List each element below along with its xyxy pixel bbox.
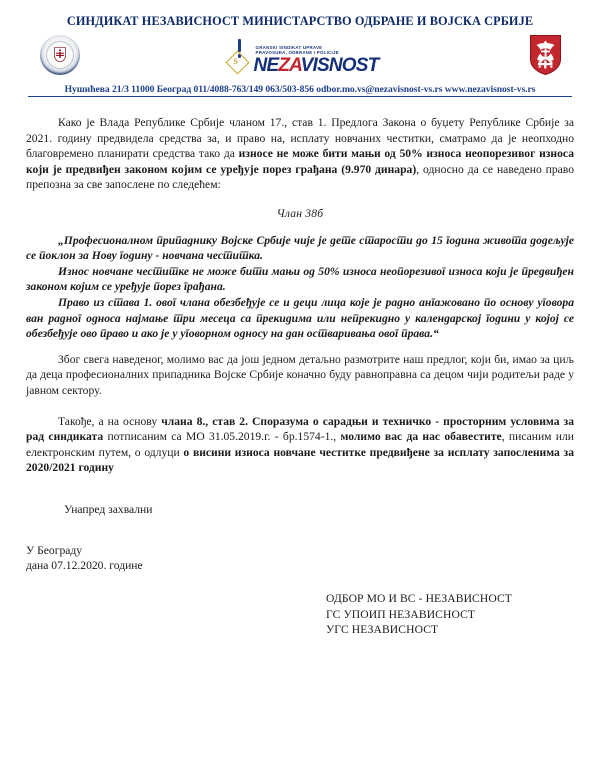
p3-bold-2: молимо вас да нас обавестите: [340, 430, 502, 444]
coat-of-arms-shield: [529, 34, 562, 76]
crest-shield-icon: [54, 47, 67, 63]
date-line: дана 07.12.2020. године: [26, 559, 143, 573]
spacer: [26, 517, 574, 543]
logo-word-ne: NE: [253, 55, 279, 76]
document-body: [26, 97, 574, 638]
logo-word-za: ZA: [278, 55, 301, 76]
quote-paragraph-2: Износ новчане честитке не може бити мањи од 50% износа неопорезивог износа који је предвиђен законом којим се уређује порез грађана.: [26, 264, 574, 294]
p3-text-b: потписаним са МО 31.05.2019.г. - бр.1574-1.,: [103, 430, 341, 444]
p1-text-b: , односно да се наведено право препозна за све запослене по следећем:: [26, 162, 574, 192]
place-and-date: [26, 543, 574, 573]
military-union-emblem-icon: [40, 35, 80, 75]
quoted-article-text: [26, 233, 574, 342]
p3-text-a: Такође, а на основу: [58, 414, 162, 428]
paragraph-budget-proposal: [26, 115, 574, 193]
article-heading: Члан 38б: [276, 206, 324, 220]
logo-wordmark: [254, 56, 379, 75]
spacer: [26, 342, 574, 352]
place-line: У Београду: [26, 544, 83, 558]
nezavisnost-mark-icon: [225, 35, 251, 75]
spacer: [26, 476, 574, 502]
spacer: [26, 399, 574, 414]
p3-bold-3: о висини износа новчане честитке предвиђене за исплату запосленима за 2020/2021 годину: [26, 445, 575, 475]
signature-line-2: ГС УПОИП НЕЗАВИСНОСТ: [326, 607, 476, 621]
logo-coin-letter: S: [233, 57, 238, 66]
quote-paragraph-3: Право из става 1. овог члана обезбеђује се и деци лица које је радно ангажовано по основу уговора ван радног односа најмање три месеца са прекидима или непрекидно у календарској години у којој се обезбеђује ово право и ако је у уговорном односу на дан остваривања овог права.“: [26, 295, 574, 341]
p1-text-a: Како је Влада Републике Србије чланом 17., став 1. Предлога Закона о буџету Републике Србије за 2021. годину предвидела средства за, и право на, исплату новчаних честитки, сматрамо да је неопходно благовремено планирати средства тако да: [26, 116, 574, 161]
letterhead: [0, 0, 600, 97]
signature-block: [26, 591, 574, 637]
quote-paragraph-1: „Професионалном припаднику Војске Србије чије је дете старости до 15 година живота додељује се поклон за Нову годину - новчана честитка.: [26, 233, 574, 263]
letterhead-emblems-row: [14, 31, 586, 79]
serbian-coat-of-arms-icon: [529, 34, 562, 76]
p3-bold-1: члана 8., став 2. Споразума о сарадњи и техничко - просторним условима за рад синдиката: [26, 414, 574, 444]
signature-line-3: УГС НЕЗАВИСНОСТ: [326, 623, 439, 637]
signature-line-1: ОДБОР МО И ВС - НЕЗАВИСНОСТ: [326, 592, 512, 606]
p1-text-bold: износе не може бити мањи од 50% износа неопорезивог износа који је предвиђен законом којим се уређује порез грађана (9.970 динара): [26, 147, 574, 176]
contact-line: Нушићева 21/3 11000 Београд 011/4088-763/149 063/503-856 odbor.mo.vs@nezavisnost-vs.rs www.nezavisnost-vs.rs: [28, 84, 572, 97]
logo-tagline-line1: GRANSKI SINDIKAT UPRAVE: [255, 44, 323, 50]
closing-thanks: Унапред захвални: [64, 502, 153, 516]
paragraph-agreement-notice: [26, 414, 574, 476]
nezavisnost-logo: [225, 35, 379, 75]
paragraph-request-reconsider: Због свега наведеног, молимо вас да још једном детаљно размотрите наш предлог, који би, имао за циљ да деца професионалних припадника Војске Србије коначно буду равноправна са децом чији родитељи раде у јавном сектору.: [26, 352, 574, 397]
organization-title: СИНДИКАТ НЕЗАВИСНОСТ МИНИСТАРСТВО ОДБРАНЕ И ВОЈСКА СРБИЈЕ: [66, 14, 534, 28]
logo-word-visnost: VISNOST: [300, 55, 379, 76]
logo-tagline-line2: PRAVOSUĐA, ODBRANE I POLICIJE: [255, 50, 339, 56]
p3-text-c: , писаним или електронским путем, о одлуци: [26, 430, 575, 459]
